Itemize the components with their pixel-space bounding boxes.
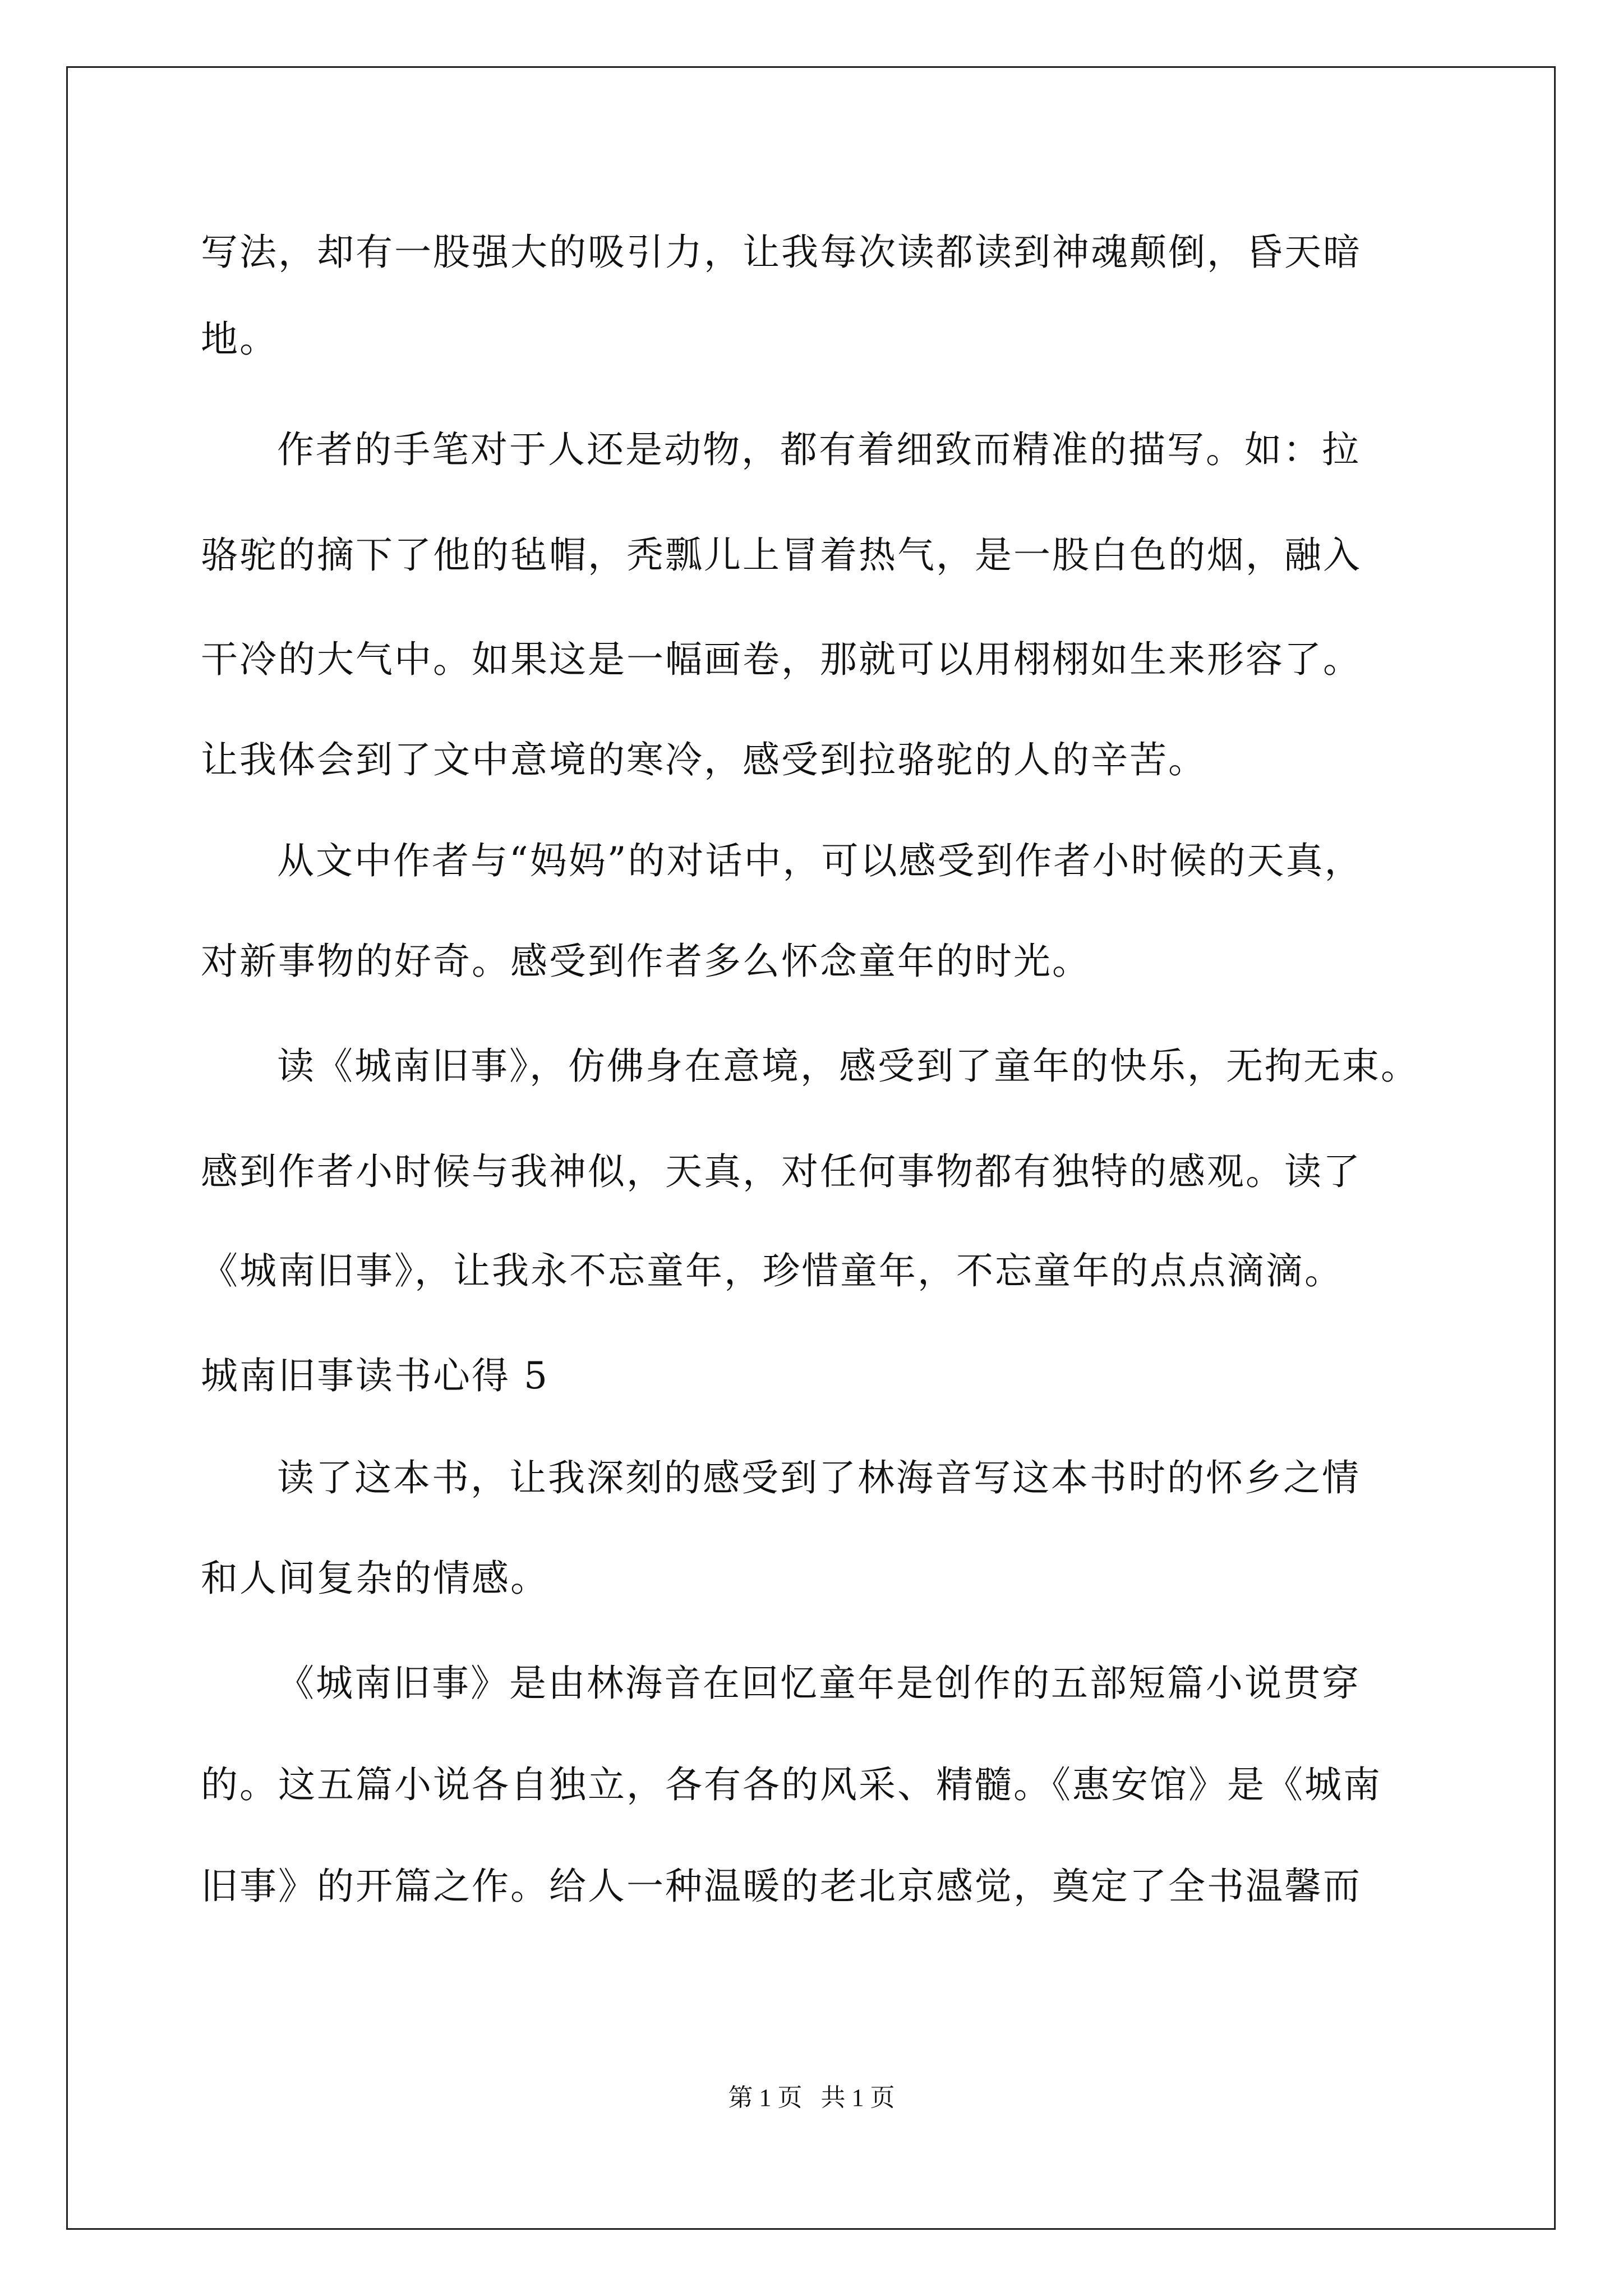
paragraph-line: 读了这本书，让我深刻的感受到了林海音写这本书时的怀乡之情 [277,1456,1361,1499]
paragraph-line: 感到作者小时候与我神似，天真，对任何事物都有独特的感观。读了 [201,1150,1362,1193]
paragraph-line: 读《城南旧事》，仿佛身在意境，感受到了童年的快乐，无拘无束。 [277,1045,1419,1088]
paragraph-line: 对新事物的好奇。感受到作者多么怀念童年的时光。 [201,940,1091,983]
section-heading: 城南旧事读书心得 5 [201,1354,549,1397]
paragraph-line: 从文中作者与“妈妈”的对话中，可以感受到作者小时候的天真， [277,839,1363,882]
paragraph-line: 让我体会到了文中意境的寒冷，感受到拉骆驼的人的辛苦。 [201,738,1207,781]
paragraph-line: 地。 [201,318,278,361]
paragraph-line: 《城南旧事》，让我永不忘童年，珍惜童年，不忘童年的点点滴滴。 [201,1249,1343,1292]
page-number-footer: 第 1 页 共 1 页 [728,2084,895,2111]
paragraph-line: 写法，却有一股强大的吸引力，让我每次读都读到神魂颠倒，昏天暗 [201,231,1362,274]
paragraph-line: 干冷的大气中。如果这是一幅画卷，那就可以用栩栩如生来形容了。 [201,638,1362,681]
paragraph-line: 骆驼的摘下了他的毡帽，秃瓢儿上冒着热气，是一股白色的烟，融入 [201,533,1362,577]
paragraph-line: 《城南旧事》是由林海音在回忆童年是创作的五部短篇小说贯穿 [277,1662,1361,1705]
paragraph-line: 和人间复杂的情感。 [201,1557,549,1600]
paragraph-line: 旧事》的开篇之作。给人一种温暖的老北京感觉，奠定了全书温馨而 [201,1865,1362,1908]
paragraph-line: 的。这五篇小说各自独立，各有各的风采、精髓。《惠安馆》是《城南 [201,1763,1382,1806]
paragraph-line: 作者的手笔对于人还是动物，都有着细致而精准的描写。如：拉 [277,428,1361,471]
